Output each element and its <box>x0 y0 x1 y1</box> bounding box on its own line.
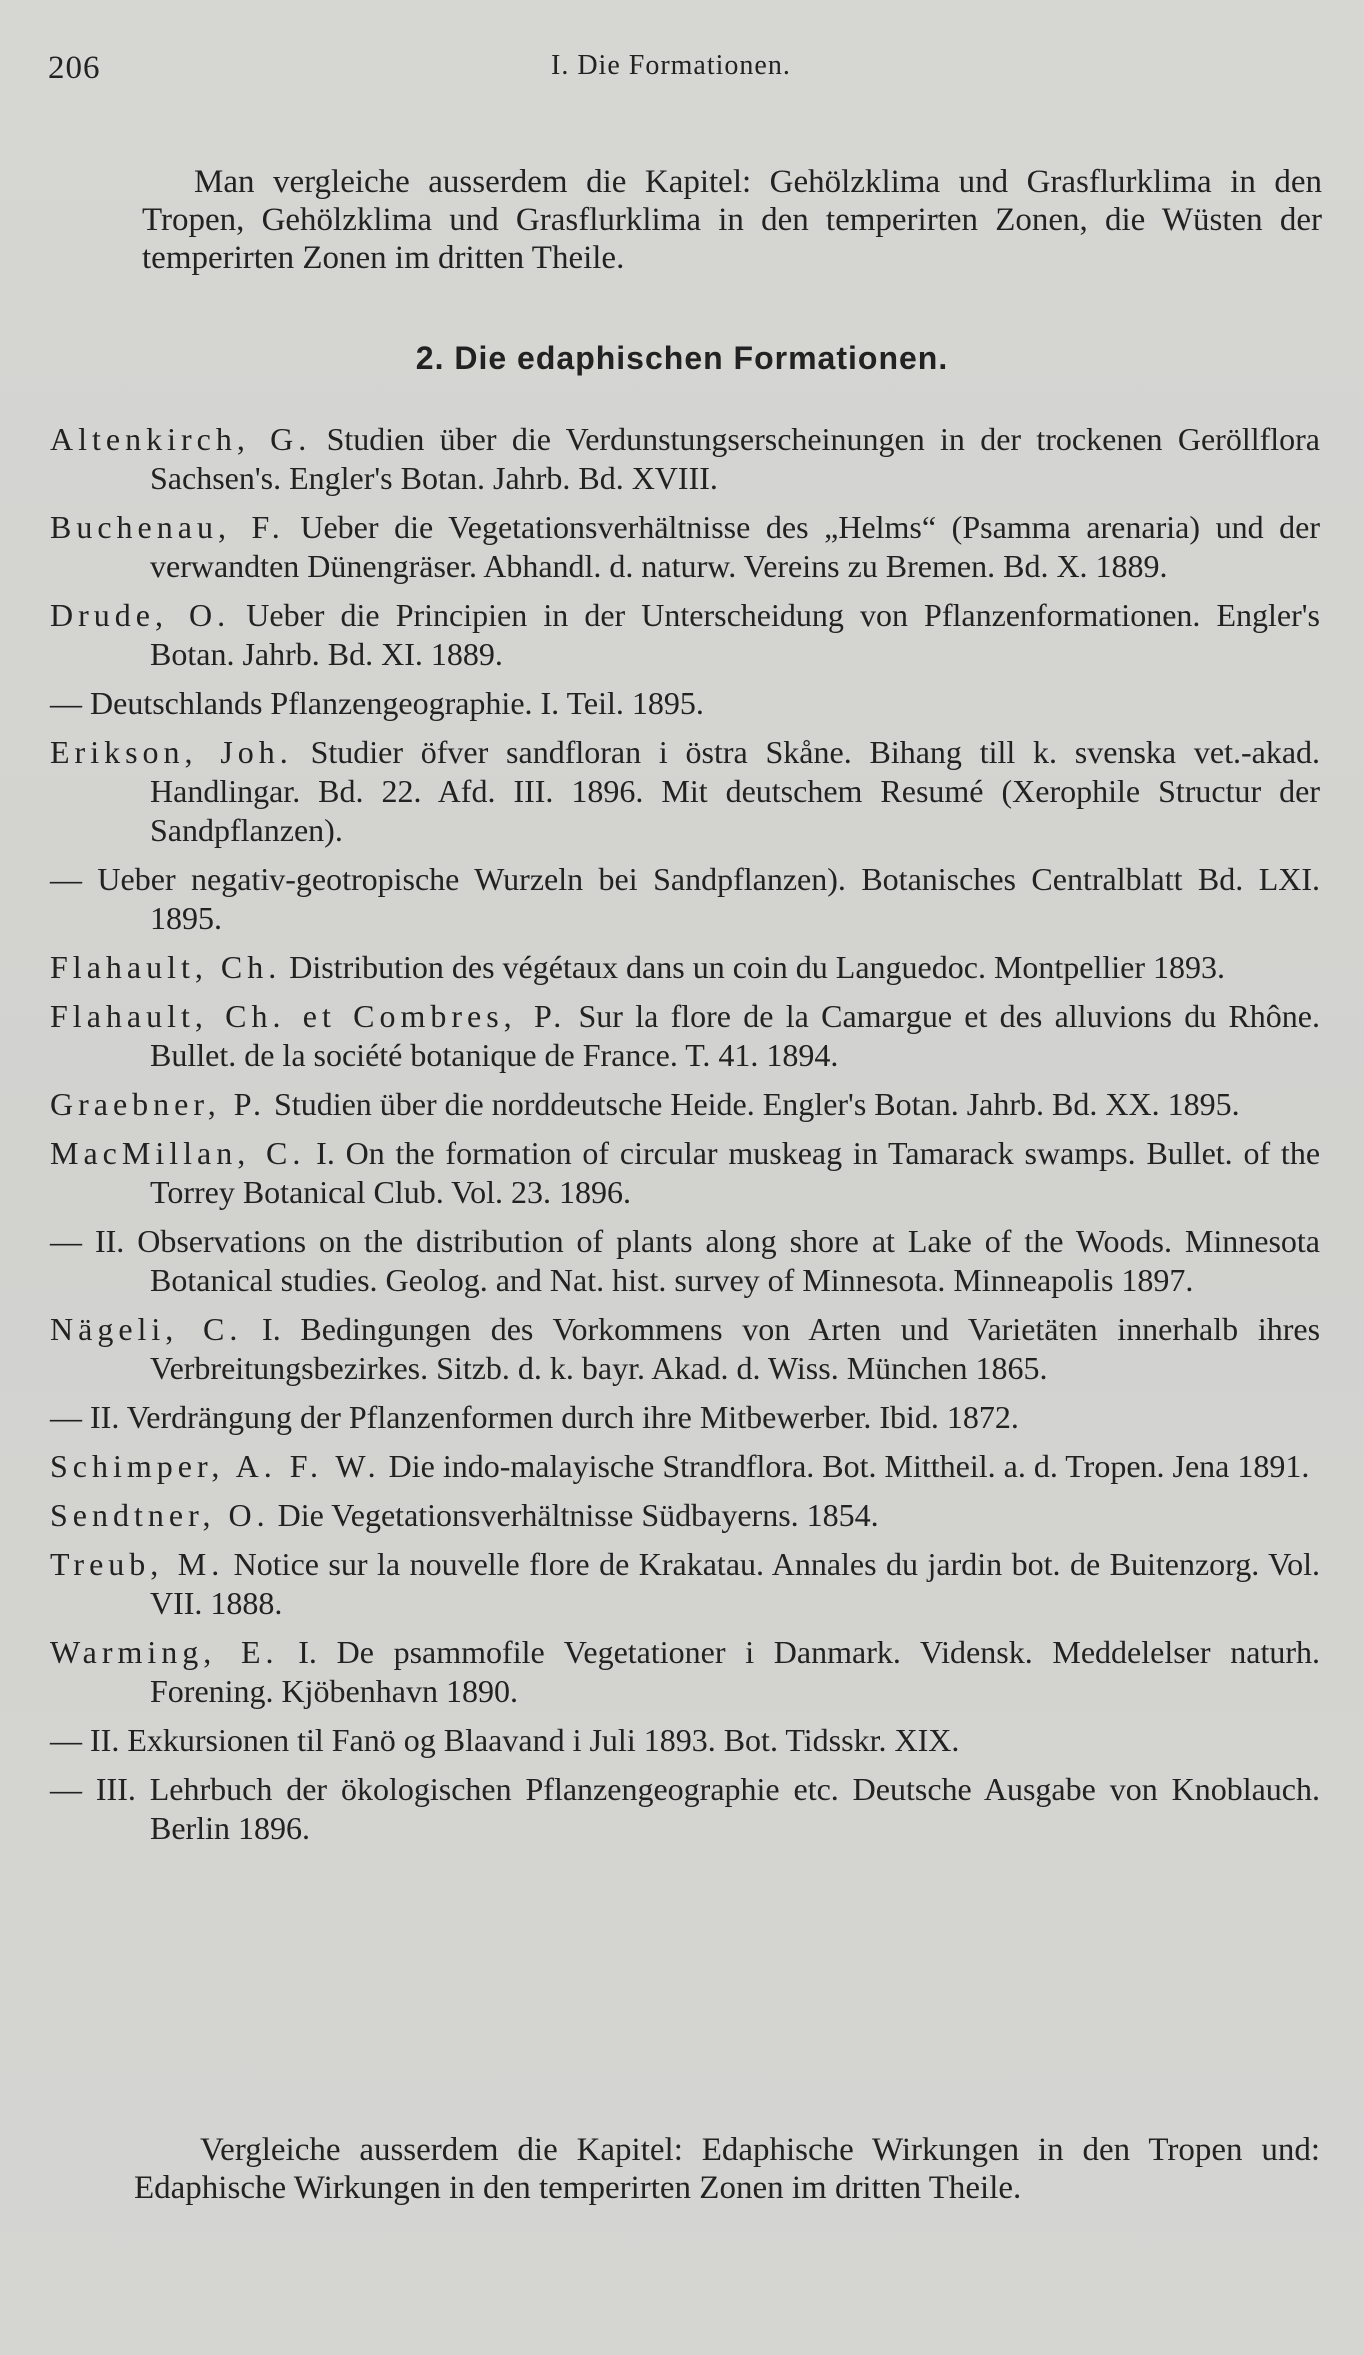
entry-text: — III. Lehrbuch der ökologischen Pflanzengeographie etc. Deutsche Ausgabe von Knoblauch. Berlin 1896. <box>50 1771 1320 1846</box>
bibliography-entry <box>50 1085 1320 1124</box>
bibliography-entry <box>50 1545 1320 1623</box>
bibliography-entry <box>50 1310 1320 1388</box>
closing-paragraph: Vergleiche ausserdem die Kapitel: Edaphische Wirkungen in den Tropen und: Edaphische Wirkungen in den temperirten Zonen im dritten Theile. <box>134 2132 1320 2206</box>
entry-text: Studien über die norddeutsche Heide. Engler's Botan. Jahrb. Bd. XX. 1895. <box>274 1086 1240 1122</box>
entry-author: Sendtner, O. <box>50 1497 270 1533</box>
entry-text: Die Vegetationsverhältnisse Südbayerns. 1854. <box>277 1497 879 1533</box>
bibliography-entry <box>50 596 1320 674</box>
entry-text: I. On the formation of circular muskeag in Tamarack swamps. Bullet. of the Torrey Botanical Club. Vol. 23. 1896. <box>150 1135 1321 1210</box>
bibliography-entry <box>50 1633 1320 1711</box>
running-head <box>48 50 1304 90</box>
entry-text: Distribution des végétaux dans un coin du Languedoc. Montpellier 1893. <box>289 949 1226 985</box>
entry-text: — II. Observations on the distribution of plants along shore at Lake of the Woods. Minnesota Botanical studies. Geolog. and Nat. hist. survey of Minnesota. Minneapolis 1897. <box>50 1223 1320 1298</box>
bibliography-entry <box>50 1398 1320 1437</box>
entry-text: Die indo-malayische Strandflora. Bot. Mittheil. a. d. Tropen. Jena 1891. <box>388 1448 1310 1484</box>
entry-text: I. De psammofile Vegetationer i Danmark. Vidensk. Meddelelser naturh. Forening. Kjöbenhavn 1890. <box>150 1634 1321 1709</box>
entry-author: Buchenau, F. <box>50 509 285 545</box>
entry-text: I. Bedingungen des Vorkommens von Arten und Varietäten innerhalb ihres Verbreitungsbezirkes. Sitzb. d. k. bayr. Akad. d. Wiss. München 1865. <box>150 1311 1321 1386</box>
entry-text: Studier öfver sandfloran i östra Skåne. Bihang till k. svenska vet.-akad. Handlingar. Bd. 22. Afd. III. 1896. Mit deutschem Resumé (Xerophile Structur der Sandpflanzen). <box>150 734 1321 848</box>
entry-author: Drude, O. <box>50 597 231 633</box>
entry-author: Altenkirch, G. <box>50 421 312 457</box>
bibliography-entry <box>50 1770 1320 1848</box>
entry-author: Warming, E. <box>50 1634 279 1670</box>
entry-text: Ueber die Principien in der Unterscheidung von Pflanzenformationen. Engler's Botan. Jahrb. Bd. XI. 1889. <box>150 597 1321 672</box>
bibliography-entry <box>50 1496 1320 1535</box>
entry-text: Notice sur la nouvelle flore de Krakatau. Annales du jardin bot. de Buitenzorg. Vol. VII. 1888. <box>150 1546 1321 1621</box>
entry-author: Treub, M. <box>50 1546 225 1582</box>
section-heading: 2. Die edaphischen Formationen. <box>415 340 949 376</box>
bibliography-entry <box>50 684 1320 723</box>
bibliography-entry <box>50 420 1320 498</box>
bibliography-entry <box>50 860 1320 938</box>
entry-author: Flahault, Ch. <box>50 949 282 985</box>
bibliography-entry <box>50 1447 1320 1486</box>
entry-text: Ueber die Vegetationsverhältnisse des „Helms“ (Psamma arenaria) und der verwandten Dünengräser. Abhandl. d. naturw. Vereins zu Bremen. Bd. X. 1889. <box>150 509 1321 584</box>
entry-author: Flahault, Ch. et Combres, P. <box>50 998 567 1034</box>
entry-author: Erikson, Joh. <box>50 734 293 770</box>
bibliography-entry <box>50 1222 1320 1300</box>
entry-author: MacMillan, C. <box>50 1135 306 1171</box>
entry-text: Studien über die Verdunstungserscheinungen in der trockenen Geröllflora Sachsen's. Engler's Botan. Jahrb. Bd. XVIII. <box>150 421 1321 496</box>
intro-paragraph: Man vergleiche ausserdem die Kapitel: Gehölzklima und Grasflurklima in den Tropen, Gehölzklima und Grasflurklima in den temperirten Zonen, die Wüsten der temperirten Zonen im dritten Theile. <box>142 164 1322 276</box>
bibliography-entry <box>50 508 1320 586</box>
bibliography-entry <box>50 948 1320 987</box>
page-number: 206 <box>48 50 101 86</box>
bibliography-entry <box>50 1134 1320 1212</box>
entry-text: — II. Verdrängung der Pflanzenformen durch ihre Mitbewerber. Ibid. 1872. <box>50 1399 1019 1435</box>
bibliography-list <box>50 420 1320 1858</box>
entry-author: Graebner, P. <box>50 1086 266 1122</box>
entry-author: Schimper, A. F. W. <box>50 1448 381 1484</box>
entry-text: — II. Exkursionen til Fanö og Blaavand i Juli 1893. Bot. Tidsskr. XIX. <box>50 1722 960 1758</box>
bibliography-entry <box>50 1721 1320 1760</box>
entry-text: — Deutschlands Pflanzengeographie. I. Teil. 1895. <box>50 685 704 721</box>
entry-author: Nägeli, C. <box>50 1311 243 1347</box>
entry-text: — Ueber negativ-geotropische Wurzeln bei Sandpflanzen). Botanisches Centralblatt Bd. LXI. 1895. <box>50 861 1320 936</box>
entry-text: Sur la flore de la Camargue et des alluvions du Rhône. Bullet. de la société botanique de France. T. 41. 1894. <box>150 998 1321 1073</box>
bibliography-entry <box>50 733 1320 850</box>
bibliography-entry <box>50 997 1320 1075</box>
chapter-title: I. Die Formationen. <box>551 50 791 81</box>
